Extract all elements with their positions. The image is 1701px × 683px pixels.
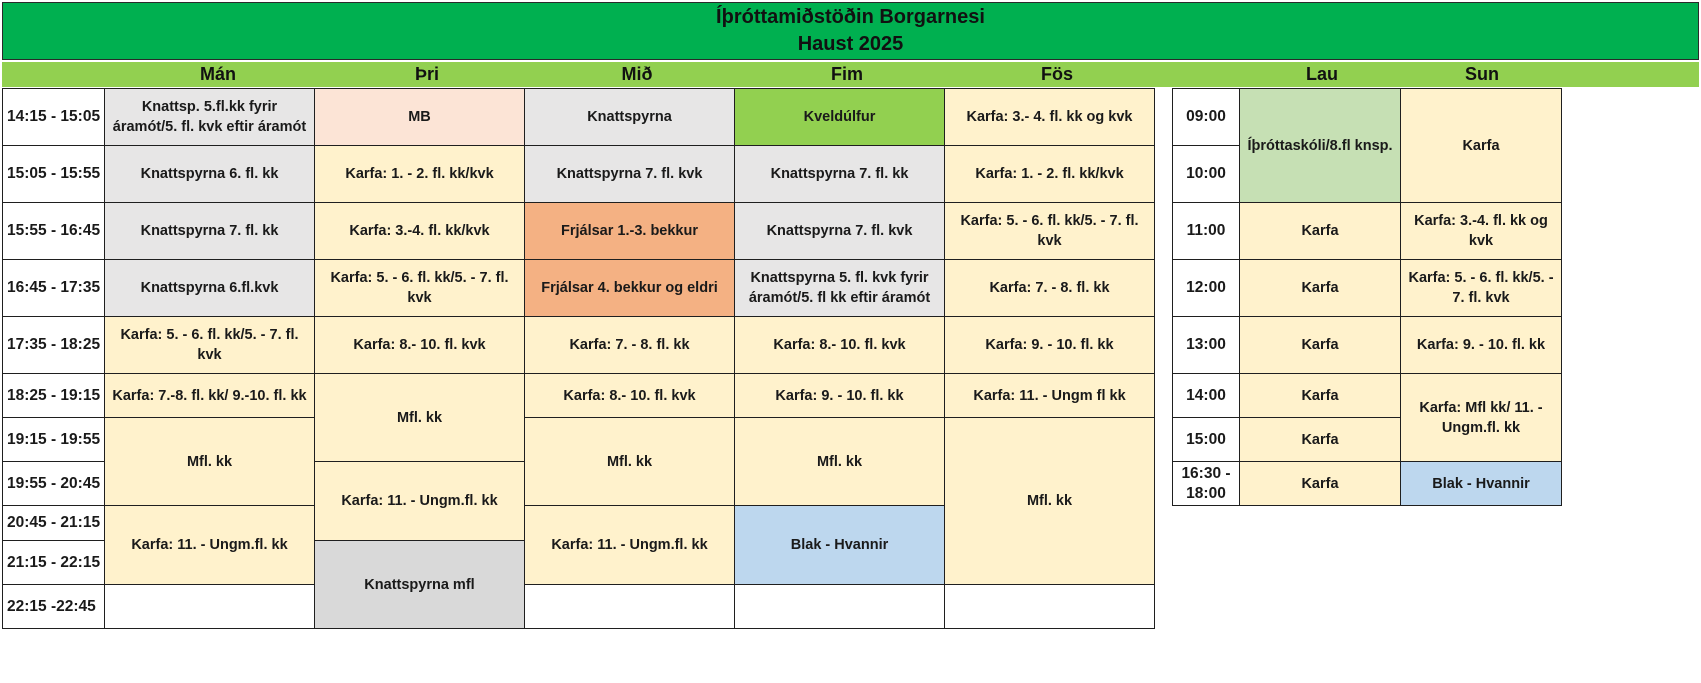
session-cell: Kveldúlfur xyxy=(735,89,945,146)
session-cell: Karfa xyxy=(1240,203,1401,260)
schedule-title: Íþróttamiðstöðin Borgarnesi xyxy=(716,6,985,28)
session-cell: Knattspyrna 7. fl. kk xyxy=(105,203,315,260)
empty-cell xyxy=(525,585,735,629)
session-cell: Karfa: 5. - 6. fl. kk/5. - 7. fl. kvk xyxy=(105,317,315,374)
session-cell: Knattspyrna mfl xyxy=(315,541,525,629)
session-cell: Mfl. kk xyxy=(525,418,735,506)
time-slot: 10:00 xyxy=(1173,146,1240,203)
weekday-schedule-table xyxy=(2,88,1155,629)
session-cell: Karfa: 8.- 10. fl. kvk xyxy=(735,317,945,374)
session-cell: Knattspyrna 7. fl. kvk xyxy=(525,146,735,203)
session-cell: Íþróttaskóli/8.fl knsp. xyxy=(1240,89,1401,203)
time-slot: 18:25 - 19:15 xyxy=(3,374,105,418)
session-cell: Blak - Hvannir xyxy=(735,506,945,585)
empty-cell xyxy=(945,585,1155,629)
session-cell: Karfa: 9. - 10. fl. kk xyxy=(1401,317,1562,374)
day-header-thri: Þri xyxy=(414,64,439,84)
session-cell: Karfa: 11. - Ungm.fl. kk xyxy=(525,506,735,585)
session-cell: Karfa: 3.- 4. fl. kk og kvk xyxy=(945,89,1155,146)
weekend-schedule-table xyxy=(1172,88,1562,506)
time-slot: 15:00 xyxy=(1173,418,1240,462)
session-cell: Knattspyrna 6. fl. kk xyxy=(105,146,315,203)
session-cell: Frjálsar 1.-3. bekkur xyxy=(525,203,735,260)
session-cell: Karfa: 9. - 10. fl. kk xyxy=(945,317,1155,374)
time-slot: 21:15 - 22:15 xyxy=(3,541,105,585)
session-cell: MB xyxy=(315,89,525,146)
day-header-mid: Mið xyxy=(621,64,653,84)
time-slot: 19:15 - 19:55 xyxy=(3,418,105,462)
session-cell: Mfl. kk xyxy=(735,418,945,506)
session-cell: Karfa: 11. - Ungm.fl. kk xyxy=(105,506,315,585)
session-cell: Knattspyrna 5. fl. kvk fyrir áramót/5. fl kk eftir áramót xyxy=(735,260,945,317)
session-cell: Mfl. kk xyxy=(315,374,525,462)
session-cell: Karfa xyxy=(1240,462,1401,506)
schedule-season: Haust 2025 xyxy=(797,33,904,55)
empty-cell xyxy=(105,585,315,629)
session-cell: Blak - Hvannir xyxy=(1401,462,1562,506)
session-cell: Karfa xyxy=(1401,89,1562,203)
session-cell: Karfa: 3.-4. fl. kk og kvk xyxy=(1401,203,1562,260)
session-cell: Karfa: Mfl kk/ 11. - Ungm.fl. kk xyxy=(1401,374,1562,462)
schedule-title-banner xyxy=(2,2,1699,60)
time-slot: 22:15 -22:45 xyxy=(3,585,105,629)
session-cell: Karfa: 5. - 6. fl. kk/5. - 7. fl. kvk xyxy=(945,203,1155,260)
time-slot: 17:35 - 18:25 xyxy=(3,317,105,374)
time-slot: 20:45 - 21:15 xyxy=(3,506,105,541)
session-cell: Karfa: 7.-8. fl. kk/ 9.-10. fl. kk xyxy=(105,374,315,418)
session-cell: Mfl. kk xyxy=(945,418,1155,585)
session-cell: Karfa xyxy=(1240,374,1401,418)
empty-cell xyxy=(735,585,945,629)
time-slot: 19:55 - 20:45 xyxy=(3,462,105,506)
session-cell: Knattspyrna 6.fl.kvk xyxy=(105,260,315,317)
session-cell: Karfa: 8.- 10. fl. kvk xyxy=(525,374,735,418)
time-slot: 13:00 xyxy=(1173,317,1240,374)
session-cell: Karfa: 11. - Ungm fl kk xyxy=(945,374,1155,418)
time-slot: 09:00 xyxy=(1173,89,1240,146)
day-header-sun: Sun xyxy=(1465,64,1499,84)
day-header-fos: Fös xyxy=(1040,64,1073,84)
time-slot: 14:00 xyxy=(1173,374,1240,418)
session-cell: Knattspyrna xyxy=(525,89,735,146)
time-slot: 15:55 - 16:45 xyxy=(3,203,105,260)
session-cell: Karfa xyxy=(1240,418,1401,462)
session-cell: Karfa xyxy=(1240,317,1401,374)
session-cell: Karfa: 1. - 2. fl. kk/kvk xyxy=(315,146,525,203)
session-cell: Knattspyrna 7. fl. kvk xyxy=(735,203,945,260)
time-slot: 16:45 - 17:35 xyxy=(3,260,105,317)
session-cell: Karfa: 5. - 6. fl. kk/5. - 7. fl. kvk xyxy=(315,260,525,317)
session-cell: Karfa: 8.- 10. fl. kvk xyxy=(315,317,525,374)
time-slot: 12:00 xyxy=(1173,260,1240,317)
day-header-fim: Fim xyxy=(830,64,863,84)
session-cell: Knattspyrna 7. fl. kk xyxy=(735,146,945,203)
day-header-man: Mán xyxy=(200,64,236,84)
session-cell: Karfa: 3.-4. fl. kk/kvk xyxy=(315,203,525,260)
session-cell: Mfl. kk xyxy=(105,418,315,506)
time-slot: 11:00 xyxy=(1173,203,1240,260)
session-cell: Karfa: 7. - 8. fl. kk xyxy=(945,260,1155,317)
time-slot: 14:15 - 15:05 xyxy=(3,89,105,146)
session-cell: Karfa: 7. - 8. fl. kk xyxy=(525,317,735,374)
session-cell: Karfa: 11. - Ungm.fl. kk xyxy=(315,462,525,541)
day-header-lau: Lau xyxy=(1305,64,1338,84)
session-cell: Frjálsar 4. bekkur og eldri xyxy=(525,260,735,317)
session-cell: Karfa: 1. - 2. fl. kk/kvk xyxy=(945,146,1155,203)
session-cell: Karfa: 9. - 10. fl. kk xyxy=(735,374,945,418)
session-cell: Karfa xyxy=(1240,260,1401,317)
time-slot: 15:05 - 15:55 xyxy=(3,146,105,203)
day-header-row xyxy=(2,62,1699,87)
time-slot: 16:30 - 18:00 xyxy=(1173,462,1240,506)
session-cell: Karfa: 5. - 6. fl. kk/5. - 7. fl. kvk xyxy=(1401,260,1562,317)
session-cell: Knattsp. 5.fl.kk fyrir áramót/5. fl. kvk eftir áramót xyxy=(105,89,315,146)
